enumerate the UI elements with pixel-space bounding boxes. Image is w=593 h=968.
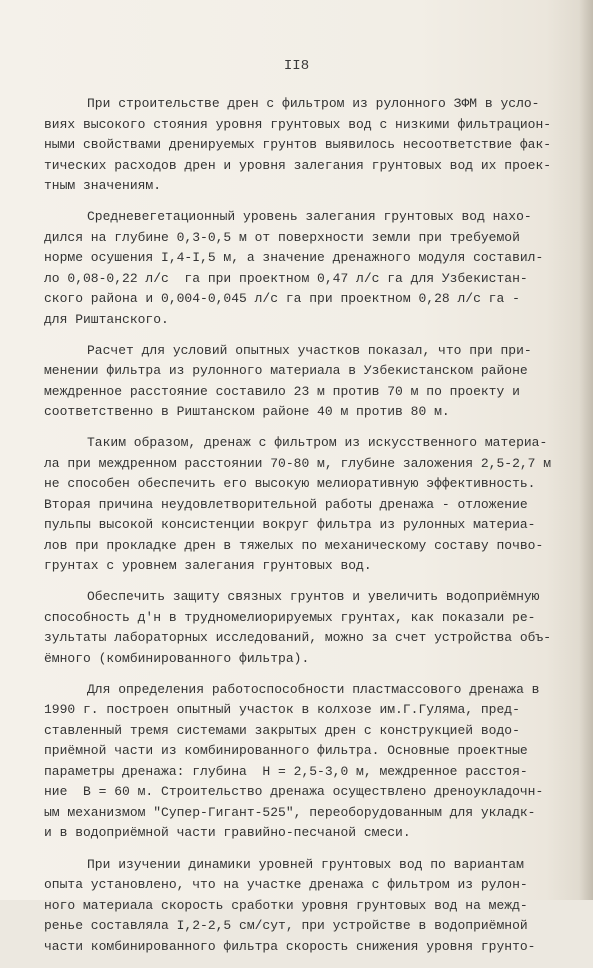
text-line: ние B = 60 м. Строительство дренажа осуществлено дреноукладочн-	[44, 784, 544, 800]
text-line: ренье составляла I,2-2,5 см/сут, при устройстве в водоприёмной	[44, 918, 528, 934]
text-line: ым механизмом "Супер-Гигант-525", переоборудованным для укладк-	[44, 804, 536, 820]
text-line: ло 0,08-0,22 л/с га при проектном 0,47 л/с га для Узбекистан-	[44, 270, 528, 286]
text-line: Средневегетационный уровень залегания грунтовых вод нахо-	[87, 209, 532, 225]
text-line: При изучении динамики уровней грунтовых вод по вариантам	[87, 856, 524, 872]
text-line: части комбинированного фильтра скорость снижения уровня грунто-	[44, 938, 536, 954]
text-line: норме осушения I,4-I,5 м, а значение дренажного модуля составил-	[44, 250, 544, 266]
page-edge-shadow	[579, 0, 593, 900]
text-line: зультаты лабораторных исследований, можно за счет устройства объ-	[44, 630, 552, 646]
text-line: не способен обеспечить его высокую мелиоративную эффективность.	[44, 476, 536, 492]
text-line: приёмной части из комбинированного фильтра. Основные проектные	[44, 743, 528, 759]
text-line: Вторая причина неудовлетворительной работы дренажа - отложение	[44, 496, 528, 512]
paragraph	[44, 341, 564, 423]
paragraph	[44, 587, 564, 669]
text-line: Таким образом, дренаж с фильтром из искусственного материа-	[87, 435, 548, 451]
text-line: пульпы высокой консистенции вокруг фильтра из рулонных материа-	[44, 517, 536, 533]
paragraph	[44, 207, 564, 330]
text-line: ла при междренном расстоянии 70-80 м, глубине заложения 2,5-2,7 м	[44, 455, 552, 471]
text-line: Обеспечить защиту связных грунтов и увеличить водоприёмную	[87, 589, 540, 605]
text-line: опыта установлено, что на участке дренажа с фильтром из рулон-	[44, 877, 528, 893]
paragraph	[44, 433, 564, 577]
text-line: 1990 г. построен опытный участок в колхозе им.Г.Гуляма, пред-	[44, 702, 520, 718]
text-line: Расчет для условий опытных участков показал, что при при-	[87, 342, 532, 358]
text-line: и в водоприёмной части гравийно-песчаной смеси.	[44, 825, 411, 841]
paragraph	[44, 680, 564, 844]
text-line: способность д'н в трудномелиорируемых грунтах, как показали ре-	[44, 609, 536, 625]
text-line: междренное расстояние составило 23 м против 70 м по проекту и	[44, 383, 520, 399]
text-line: лов при прокладке дрен в тяжелых по механическому составу почво-	[44, 537, 544, 553]
page-number: II8	[283, 58, 310, 74]
text-line: тических расходов дрен и уровня залегания грунтовых вод их проек-	[44, 157, 552, 173]
text-line: ёмного (комбинированного фильтра).	[44, 650, 310, 666]
text-line: ставленный тремя системами закрытых дрен с конструкцией водо-	[44, 722, 520, 738]
text-line: виях высокого стояния уровня грунтовых вод с низкими фильтрацион-	[44, 116, 552, 132]
text-line: При строительстве дрен с фильтром из рулонного ЗФМ в усло-	[87, 96, 540, 111]
text-line: грунтах с уровнем залегания грунтовых вод.	[44, 558, 372, 574]
text-line: Для определения работоспособности пластмассового дренажа в	[87, 681, 540, 697]
body-text	[44, 94, 564, 968]
text-line: ского района и 0,004-0,045 л/с га при проектном 0,28 л/с га -	[44, 291, 520, 307]
paragraph	[44, 94, 564, 197]
text-line: дился на глубине 0,3-0,5 м от поверхности земли при требуемой	[44, 229, 520, 245]
text-line: ными свойствами дренируемых грунтов выявилось несоответствие фак-	[44, 137, 552, 152]
text-line: параметры дренажа: глубина H = 2,5-3,0 м, междренное расстоя-	[44, 763, 528, 779]
text-line: для Риштанского.	[44, 311, 169, 327]
text-line: ного материала скорость сработки уровня грунтовых вод на межд-	[44, 897, 528, 913]
paragraph	[44, 855, 564, 958]
text-line: соответственно в Риштанском районе 40 м против 80 м.	[44, 404, 450, 420]
text-line: менении фильтра из рулонного материала в Узбекистанском районе	[44, 363, 528, 379]
text-line: тным значениям.	[44, 178, 162, 193]
